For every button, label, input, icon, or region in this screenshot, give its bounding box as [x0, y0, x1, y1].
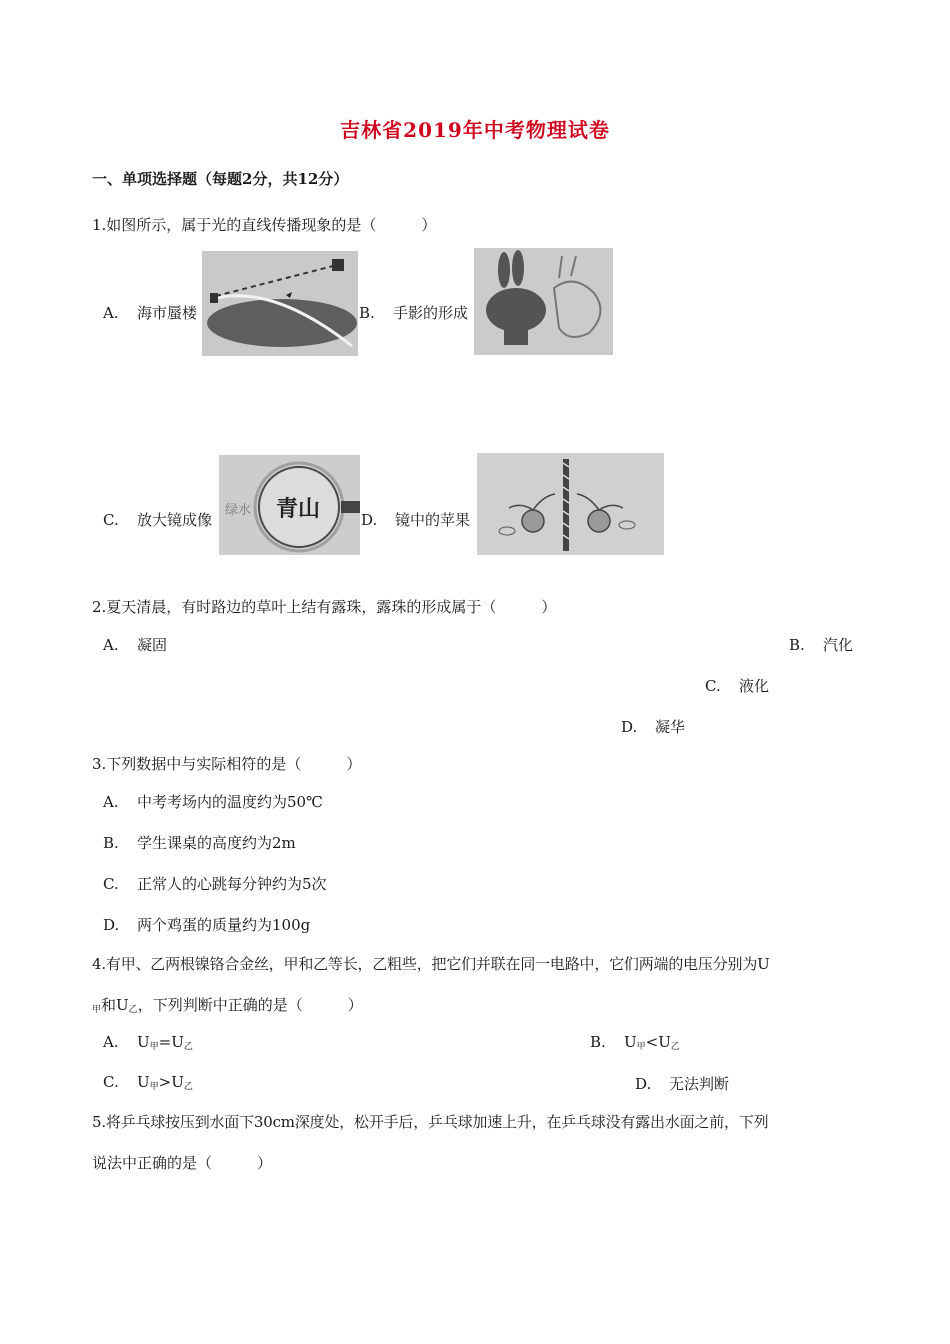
question-2-stem: 2.夏天清晨，有时路边的草叶上结有露珠，露珠的形成属于（ ）	[92, 598, 557, 616]
option-letter: D.	[103, 916, 120, 934]
option-letter: A.	[103, 304, 119, 322]
stem-text: 和U	[101, 996, 129, 1014]
q1-option-c	[103, 509, 212, 530]
option-text: 凝固	[137, 636, 168, 654]
question-5-stem-line2: 说法中正确的是（ ）	[92, 1154, 273, 1172]
q1-option-a	[103, 302, 197, 323]
option-text: 无法判断	[669, 1075, 730, 1093]
q3-option-b	[103, 832, 296, 853]
q3-option-a	[103, 791, 323, 812]
question-3-stem: 3.下列数据中与实际相符的是（ ）	[92, 755, 362, 773]
section-heading: 一、单项选择题（每题2分，共12分）	[92, 170, 349, 188]
option-text: 海市蜃楼	[137, 304, 198, 322]
subscript: 乙	[128, 1005, 138, 1015]
mirror-apple-image	[477, 453, 664, 555]
q1-option-d	[361, 509, 470, 530]
option-letter: C.	[103, 875, 119, 893]
question-5-stem-line1: 5.将乒乓球按压到水面下30cm深度处，松开手后，乒乓球加速上升，在乒乓球没有露出水面之前，下列	[92, 1113, 769, 1131]
question-1-stem: 1.如图所示，属于光的直线传播现象的是（ ）	[92, 216, 437, 234]
option-text: =U	[158, 1033, 184, 1051]
q3-option-d	[103, 914, 310, 935]
option-text: 两个鸡蛋的质量约为100g	[137, 916, 311, 934]
subscript: 乙	[670, 1042, 680, 1052]
q3-option-c	[103, 873, 327, 894]
option-text: 手影的形成	[393, 304, 469, 322]
option-letter: A.	[103, 793, 119, 811]
option-letter: C.	[705, 677, 721, 695]
q4-option-a	[103, 1033, 193, 1052]
option-text: <U	[645, 1033, 671, 1051]
option-text: U	[137, 1033, 150, 1051]
option-letter: B.	[789, 636, 805, 654]
option-letter: D.	[621, 718, 638, 736]
subscript: 甲	[92, 1005, 102, 1015]
option-letter: D.	[635, 1075, 652, 1093]
exam-title: 吉林省2019年中考物理试卷	[340, 118, 610, 142]
option-text: 放大镜成像	[137, 511, 213, 529]
option-letter: C.	[103, 511, 119, 529]
question-4-stem-line2	[92, 994, 363, 1015]
hand-shadow-image	[474, 248, 613, 355]
option-letter: C.	[103, 1073, 119, 1091]
magnifier-large-text: 青山	[276, 496, 321, 522]
q4-option-c	[103, 1073, 193, 1092]
subscript: 甲	[636, 1042, 646, 1052]
question-4-stem-line1: 4.有甲、乙两根镍铬合金丝，甲和乙等长，乙粗些，把它们并联在同一电路中，它们两端的电压分别为U	[92, 955, 770, 973]
stem-text: ，下列判断中正确的是（ ）	[137, 996, 363, 1014]
option-letter: D.	[361, 511, 378, 529]
q1-option-b	[359, 302, 468, 323]
q2-option-b	[789, 634, 853, 655]
option-letter: A.	[103, 636, 119, 654]
subscript: 乙	[183, 1042, 193, 1052]
option-text: U	[137, 1073, 150, 1091]
option-text: 汽化	[823, 636, 854, 654]
option-text: 液化	[739, 677, 770, 695]
q2-option-d	[621, 716, 685, 737]
option-text: 凝华	[655, 718, 686, 736]
option-letter: A.	[103, 1033, 119, 1051]
q2-option-c	[705, 675, 769, 696]
magnifier-small-text: 绿水	[225, 503, 252, 518]
subscript: 甲	[149, 1042, 159, 1052]
option-text: 镜中的苹果	[395, 511, 471, 529]
q4-option-d	[635, 1073, 729, 1094]
mirage-image	[202, 251, 358, 356]
option-text: >U	[158, 1073, 184, 1091]
subscript: 乙	[183, 1082, 193, 1092]
option-letter: B.	[590, 1033, 606, 1051]
option-text: U	[624, 1033, 637, 1051]
option-letter: B.	[103, 834, 119, 852]
subscript: 甲	[149, 1082, 159, 1092]
option-text: 学生课桌的高度约为2m	[137, 834, 296, 852]
option-text: 中考考场内的温度约为50℃	[137, 793, 323, 811]
magnifier-image	[219, 455, 360, 555]
q2-option-a	[103, 634, 167, 655]
option-text: 正常人的心跳每分钟约为5次	[137, 875, 327, 893]
q4-option-b	[590, 1033, 680, 1052]
option-letter: B.	[359, 304, 375, 322]
